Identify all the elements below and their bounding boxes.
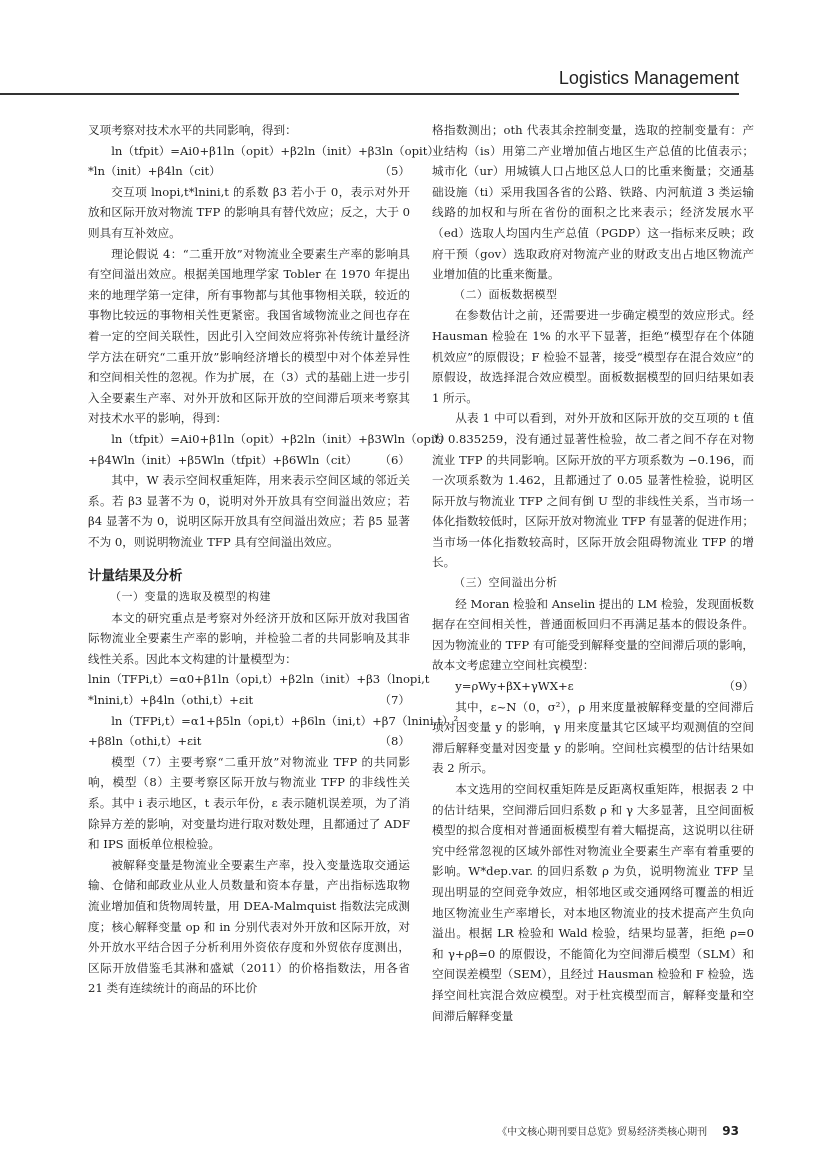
equation-6-line-1: ln（tfpit）=Ai0+β1ln（opit）+β2ln（init）+β3Wln（opit） bbox=[111, 431, 451, 446]
paragraph: 模型（7）主要考察“二重开放”对物流业 TFP 的共同影响，模型（8）主要考察区际开放与物流业 TFP 的非线性关系。其中 i 表示地区，t 表示年份，ε 表示随机误差项，为了消除异方差的影响，对变量均进行取对数处理，且都通过了 ADF 和 IPS 面板单位根检验。 bbox=[88, 754, 410, 852]
footer-journal-label: 《中文核心期刊要目总览》贸易经济类核心期刊 bbox=[497, 1127, 708, 1138]
section-heading: 计量结果及分析 bbox=[88, 568, 183, 585]
paragraph: 其中，ε~N（0，σ²），ρ 用来度量被解释变量的空间滞后项对因变量 y 的影响，γ 用来度量其它区域平均观测值的空间滞后解释变量对因变量 y 的影响。空间杜宾模型的估计结果如表 2 所示。 bbox=[432, 699, 754, 776]
subsection-heading: （二）面板数据模型 bbox=[454, 287, 558, 301]
paragraph: 叉项考察对技术水平的共同影响，得到： bbox=[88, 123, 297, 137]
paragraph: 格指数测出；oth 代表其余控制变量，选取的控制变量有：产业结构（is）用第二产业增加值占地区生产总值的比值表示；城市化（ur）用城镇人口占地区总人口的比重来衡量；交通基础设施（ti）采用我国各省的公路、铁路、内河航道 3 类运输线路的加权和与所在省份的面积之比来表示；经济发展水平（ed）选取人均国内生产总值（PGDP）这一指标来反映；政府干预（gov）选取政府对物流产业的财政支出占地区物流产业增加值的比重来衡量。 bbox=[432, 123, 754, 282]
paragraph: 从表 1 中可以看到，对外开放和区际开放的交互项的 t 值为 0.835259，没有通过显著性检验，故二者之间不存在对物流业 TFP 的共同影响。区际开放的平方项系数为 −0.196，而一次项系数为 1.462，且都通过了 0.05 显著性检验，说明区际开放与物流业 TFP 之间有倒 U 型的非线性关系，当市场一体化指数较低时，区际开放对物流业 TFP 有显著的促进作用；当市场一体化指数较高时，区际开放会阻碍物流业 TFP 的增长。 bbox=[432, 411, 754, 570]
equation-6-line-2: +β4Wln（init）+β5Wln（tfpit）+β6Wln（cit） （6） bbox=[88, 450, 410, 471]
equation-number: （6） bbox=[379, 452, 410, 467]
right-column bbox=[432, 120, 754, 1026]
equation-7-line-1: lnin（TFPi,t）=α0+β1ln（opi,t）+β2ln（init）+β3（lnopi,t bbox=[88, 672, 430, 687]
equation-number: （7） bbox=[379, 693, 410, 708]
page-footer bbox=[497, 1123, 739, 1138]
paragraph: 本文选用的空间权重矩阵是反距离权重矩阵，根据表 2 中的估计结果，空间滞后回归系数 ρ 和 γ 大多显著，且空间面板模型的拟合度相对普通面板模型有着大幅提高，这说明以往研究中经常忽视的区域外部性对物流业全要素生产率有着重要的影响。W*dep.var. 的回归系数 ρ 为负，说明物流业 TFP 呈现出明显的空间竞争效应，相邻地区或交通网络可覆盖的相近地区物流业生产率增长，对本地区物流业的技术提高产生负向溢出。根据 LR 检验和 Wald 检验，结果均显著，拒绝 ρ=0 和 γ+ρβ=0 的原假设，不能简化为空间滞后模型（SLM）和空间误差模型（SEM），且经过 Hausman 检验和 F 检验，选择空间杜宾混合效应模型。对于杜宾模型而言，解释变量和空间滞后解释变量 bbox=[432, 782, 754, 1023]
paragraph: 在参数估计之前，还需要进一步确定模型的效应形式。经 Hausman 检验在 1% 的水平下显著，拒绝“模型存在个体随机效应”的原假设；F 检验不显著，接受“模型存在混合效应”的原假设，故选择混合效应模型。面板数据模型的回归结果如表 1 所示。 bbox=[432, 308, 754, 405]
paragraph: 本文的研究重点是考察对外经济开放和区际开放对我国省际物流业全要素生产率的影响，并检验二者的共同影响及其非线性关系。因此本文构建的计量模型为： bbox=[88, 610, 410, 666]
subsection-heading: （一）变量的选取及模型的构建 bbox=[110, 590, 271, 604]
paragraph: 其中，W 表示空间权重矩阵，用来表示空间区域的邻近关系。若 β3 显著不为 0，说明对外开放具有空间溢出效应；若 β4 显著不为 0，说明区际开放具有空间溢出效应；若 β5 显著不为 0，则说明物流业 TFP 具有空间溢出效应。 bbox=[88, 473, 410, 549]
equation-8-line-2: +β8ln（othi,t）+εit （8） bbox=[88, 731, 410, 752]
equation-number: （5） bbox=[379, 164, 410, 179]
paragraph: 理论假说 4：“二重开放”对物流业全要素生产率的影响具有空间溢出效应。根据美国地理学家 Tobler 在 1970 年提出来的地理学第一定律，所有事物都与其他事物相关联，较近的事物比较远的事物相关性更紧密。我国省域物流业之间也存在着一定的空间关联性，因此引入空间效应将弥补传统计量经济学方法在研究“二重开放”影响经济增长的模型中对个体差异性和空间相关性的忽视。作为扩展，在（3）式的基础上进一步引入全要素生产率、对外开放和区际开放的空间滞后项来考察其对技术水平的影响，得到： bbox=[88, 246, 410, 426]
paragraph: 经 Moran 检验和 Anselin 提出的 LM 检验，发现面板数据存在空间相关性，普通面板回归不再满足基本的假设条件。因为物流业的 TFP 有可能受到解释变量的空间滞后项的影响，故本文考虑建立空间杜宾模型： bbox=[432, 596, 754, 673]
equation-5-line-2: *ln（init）+β4ln（cit） （5） bbox=[88, 161, 410, 182]
equation-7-line-2: *lnini,t）+β4ln（othi,t）+εit （7） bbox=[88, 690, 410, 711]
equation-5-line-1: ln（tfpit）=Ai0+β1ln（opit）+β2ln（init）+β3ln（opit） bbox=[111, 143, 440, 158]
left-column bbox=[88, 120, 459, 999]
paragraph: 交互项 lnopi,t*lnini,t 的系数 β3 若小于 0，表示对外开放和区际开放对物流 TFP 的影响具有替代效应；反之，大于 0 则具有互补效应。 bbox=[88, 184, 410, 240]
equation-8-line-1: ln（TFPi,t）=α1+β5ln（opi,t）+β6ln（ini,t）+β7（lnini,t）² bbox=[111, 713, 459, 728]
page-number: 93 bbox=[722, 1124, 739, 1138]
equation-number: （9） bbox=[723, 679, 754, 694]
journal-header-title: Logistics Management bbox=[558, 68, 739, 88]
equation-number: （8） bbox=[379, 734, 410, 749]
paragraph: 被解释变量是物流业全要素生产率，投入变量选取交通运输、仓储和邮政业从业人员数量和资本存量，产出指标选取物流业增加值和货物周转量，用 DEA-Malmquist 指数法完成测度；核心解释变量 op 和 in 分别代表对外开放和区际开放，对外开放水平结合因子分析利用外资依存度和外贸依存度测出，区际开放借鉴毛其淋和盛斌（2011）的价格指数法，用各省 21 类有连续统计的商品的环比价 bbox=[88, 857, 410, 996]
equation-9: y=ρWy+βX+γWX+ε （9） bbox=[432, 676, 754, 697]
header-rule bbox=[0, 93, 739, 95]
subsection-heading: （三）空间溢出分析 bbox=[454, 576, 558, 590]
